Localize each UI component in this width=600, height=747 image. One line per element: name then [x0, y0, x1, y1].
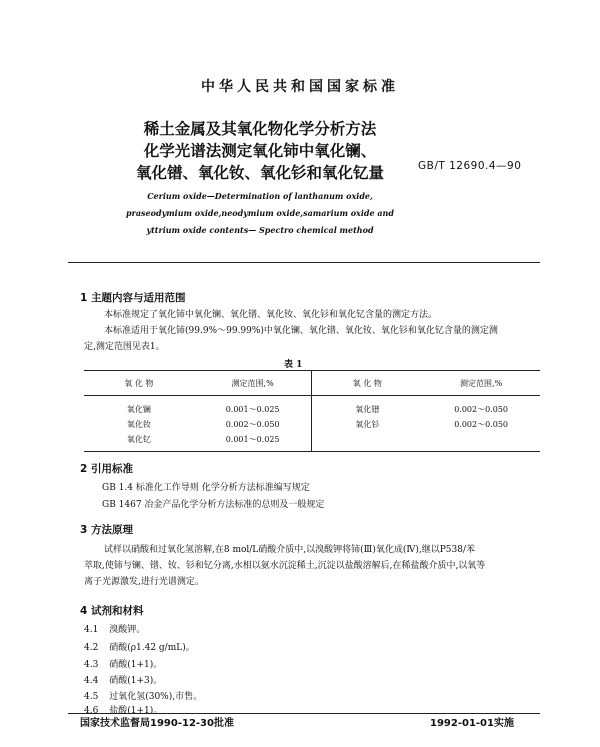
- reagent-number: 4.2: [84, 643, 99, 653]
- reagent-text: 硝酸(1+3)。: [109, 676, 163, 686]
- table-cell: 氧化镧: [126, 405, 151, 414]
- reagent-item: [84, 673, 162, 686]
- table-cell: 0.002～0.050: [225, 420, 280, 429]
- document-title-line-2: 化学光谱法测定氧化铈中氧化镧、: [143, 141, 377, 160]
- reagent-number: 4.1: [84, 625, 99, 635]
- reagent-text: 硝酸(1+1)。: [109, 660, 163, 670]
- reagent-text: 过氧化氢(30%),市售。: [109, 692, 203, 702]
- english-title-line-3: yttrium oxide contents— Spectro chemical method: [146, 225, 374, 235]
- table-row: [84, 432, 540, 452]
- table-header-oxide-2: 氧 化 物: [312, 371, 422, 396]
- section-1-heading: 1 主题内容与适用范围: [80, 292, 186, 304]
- reagent-item: [84, 689, 202, 702]
- table-cell: [422, 432, 540, 452]
- implementation-date: 1992-01-01实施: [430, 718, 514, 729]
- table-cell: 0.002～0.050: [454, 420, 509, 429]
- table-caption: 表 1: [284, 360, 303, 370]
- range-table: [84, 370, 540, 452]
- table-header-range-2: 测定范围,%: [422, 371, 540, 396]
- table-row: [84, 417, 540, 432]
- table-cell: [312, 432, 422, 452]
- approval-date: 国家技术监督局1990-12-30批准: [80, 718, 234, 729]
- reagent-number: 4.5: [84, 692, 99, 702]
- english-title-line-1: Cerium oxide—Determination of lanthanum oxide,: [147, 191, 373, 201]
- header-divider: [68, 262, 540, 263]
- table-cell: 0.001～0.025: [225, 405, 280, 414]
- section-1-para-2-line-1: 本标准适用于氧化铈(99.9%～99.99%)中氧化镧、氧化镨、氧化钕、氧化钐和氧化钇含量的测定测: [104, 326, 498, 336]
- section-1-para-1: 本标准规定了氧化铈中氧化镧、氧化镨、氧化钕、氧化钐和氧化钇含量的测定方法。: [104, 310, 438, 320]
- document-title-line-1: 稀土金属及其氧化物化学分析方法: [143, 119, 377, 138]
- section-3-line-3: 离子光源激发,进行光谱测定。: [84, 577, 204, 587]
- section-3-line-2: 萃取,使铈与镧、镨、钕、钐和钇分离,水相以氨水沉淀稀土,沉淀以盐酸溶解后,在稀盐酸介质中,以氧等: [84, 561, 486, 571]
- reagent-number: 4.4: [84, 676, 99, 686]
- section-3-line-1: 试样以硝酸和过氧化氢溶解,在8 mol/L硝酸介质中,以溴酸钾将铈(Ⅲ)氧化成(Ⅳ),继以P538/苯: [104, 545, 475, 555]
- table-cell: 氧化钐: [312, 417, 422, 432]
- reagent-item: [84, 657, 162, 670]
- reagent-text: 溴酸钾。: [109, 625, 146, 635]
- standard-code: GB/T 12690.4—90: [418, 160, 522, 172]
- table-cell: 氧化钕: [126, 420, 151, 429]
- reagent-number: 4.6: [84, 706, 99, 716]
- reagent-item: [84, 640, 195, 653]
- reagent-text: 硝酸(ρ1.42 g/mL)。: [109, 643, 195, 653]
- document-title-line-3: 氧化镨、氧化钕、氧化钐和氧化钇量: [135, 163, 384, 182]
- reagent-text: 盐酸(1+1)。: [109, 706, 163, 716]
- table-header-range-1: 测定范围,%: [194, 371, 312, 396]
- reagent-number: 4.3: [84, 660, 99, 670]
- country-standard-title: 中华人民共和国国家标准: [201, 79, 399, 95]
- reagent-item: [84, 622, 145, 635]
- reference-item-1: GB 1.4 标准化工作导则 化学分析方法标准编写规定: [102, 483, 310, 493]
- section-1-para-2-line-2: 定,测定范围见表1。: [84, 342, 165, 352]
- section-3-heading: 3 方法原理: [80, 524, 133, 536]
- section-2-heading: 2 引用标准: [80, 463, 133, 475]
- table-cell: 0.002～0.050: [454, 405, 509, 414]
- table-row: [84, 396, 540, 418]
- table-header-oxide-1: 氧 化 物: [84, 371, 194, 396]
- reference-item-2: GB 1467 冶金产品化学分析方法标准的总则及一般规定: [102, 500, 325, 510]
- table-cell: 0.001～0.025: [194, 432, 312, 452]
- english-title-line-2: praseodymium oxide,neodymium oxide,samarium oxide and: [126, 208, 394, 218]
- table-cell: 氧化镨: [312, 396, 422, 418]
- table-cell: 氧化钇: [84, 432, 194, 452]
- section-4-heading: 4 试剂和材料: [80, 605, 144, 617]
- table-header-row: [84, 371, 540, 396]
